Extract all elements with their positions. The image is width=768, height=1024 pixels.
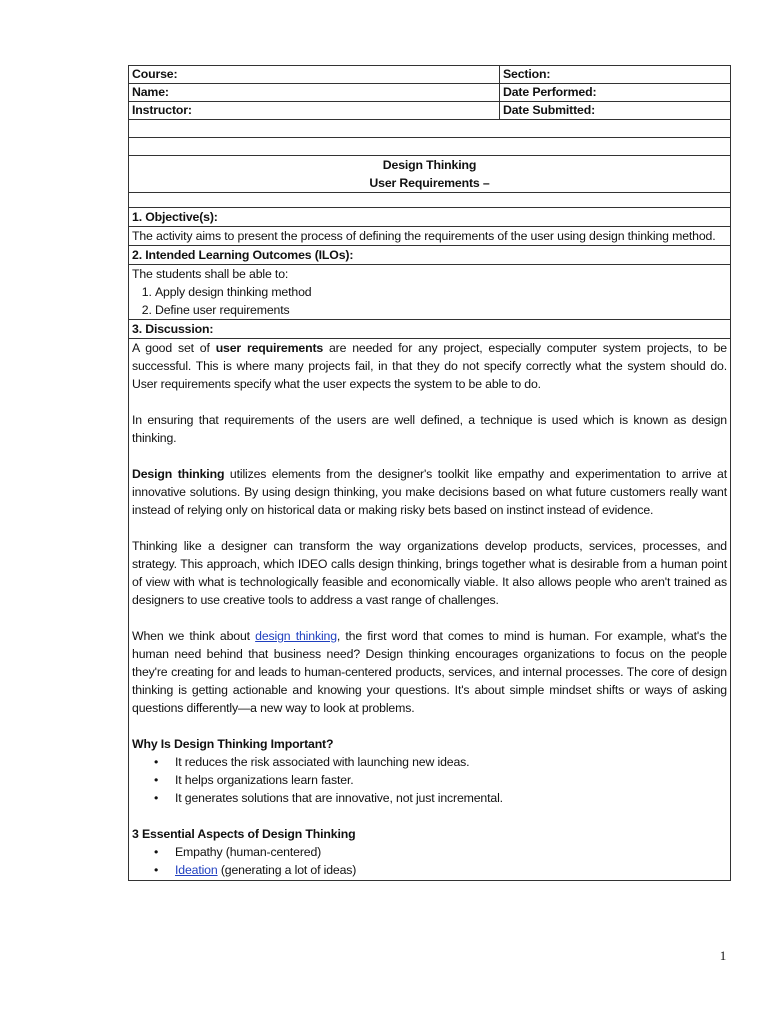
aspects-list bbox=[132, 843, 727, 879]
title-row bbox=[129, 156, 731, 193]
date-submitted-label: Date Submitted: bbox=[500, 102, 731, 120]
aspects-heading: 3 Essential Aspects of Design Thinking bbox=[132, 827, 356, 841]
design-thinking-term: Design thinking bbox=[132, 467, 225, 481]
spacer-row bbox=[129, 138, 731, 156]
title-line-2: User Requirements – bbox=[369, 176, 490, 190]
instructor-label: Instructor: bbox=[129, 102, 500, 120]
list-item: 1. Apply design thinking method bbox=[155, 283, 727, 301]
list-item: • It generates solutions that are innovative, not just incremental. bbox=[175, 789, 727, 807]
section-label: Section: bbox=[500, 66, 731, 84]
ideation-link[interactable]: Ideation bbox=[175, 863, 218, 877]
ilos-intro: The students shall be able to: bbox=[132, 267, 289, 281]
discussion-paragraph-4: Thinking like a designer can transform the way organizations develop products, services, processes, and strategy. This approach, which IDEO calls design thinking, brings together what is desirable from a human point of view with what is technologically feasible and economically viable. It also allows people who aren't trained as designers to use creative tools to address a vast range of challenges. bbox=[132, 539, 727, 607]
list-item: 2. Define user requirements bbox=[155, 301, 727, 319]
why-heading: Why Is Design Thinking Important? bbox=[132, 737, 334, 751]
objective-text: The activity aims to present the process of defining the requirements of the user using design thinking method. bbox=[132, 229, 716, 243]
discussion-paragraph-1: A good set of user requirements are needed for any project, especially computer system projects, to be successful. This is where many projects fail, in that they do not specify correctly what the system should do. User requirements specify what the user expects the system to be able to do. bbox=[132, 341, 727, 391]
list-item: • It reduces the risk associated with launching new ideas. bbox=[175, 753, 727, 771]
list-item: • Ideation (generating a lot of ideas) bbox=[175, 861, 727, 879]
discussion-body-row bbox=[129, 339, 731, 881]
course-label: Course: bbox=[129, 66, 500, 84]
discussion-heading: 3. Discussion: bbox=[129, 320, 731, 339]
list-item: • It helps organizations learn faster. bbox=[175, 771, 727, 789]
document-title bbox=[129, 156, 731, 193]
lab-report-form bbox=[128, 65, 731, 881]
page-number: 1 bbox=[719, 948, 727, 963]
date-performed-label: Date Performed: bbox=[500, 84, 731, 102]
header-row-course bbox=[129, 66, 731, 84]
discussion-paragraph-3: Design thinking utilizes elements from the designer's toolkit like empathy and experimentation to arrive at innovative solutions. By using design thinking, you make decisions based on what future customers really want instead of relying only on historical data or making risky bets based on instinct instead of evidence. bbox=[132, 467, 727, 517]
list-item: • Empathy (human-centered) bbox=[175, 843, 727, 861]
design-thinking-link[interactable]: design thinking bbox=[255, 629, 337, 643]
spacer-row bbox=[129, 193, 731, 208]
ilos-body-row bbox=[129, 265, 731, 320]
discussion-paragraph-5: When we think about design thinking, the first word that comes to mind is human. For example, what's the human need behind that business need? Design thinking encourages organizations to focus on the people they're creating for and leads to human-centered products, services, and internal processes. The core of design thinking is getting actionable and knowing your questions. It's about simple mindset shifts or ways of asking questions differently—a new way to look at problems. bbox=[132, 629, 727, 715]
discussion-heading-row bbox=[129, 320, 731, 339]
objective-body-row bbox=[129, 227, 731, 246]
why-list bbox=[132, 753, 727, 807]
title-line-1: Design Thinking bbox=[382, 158, 477, 172]
user-requirements-term: user requirements bbox=[215, 341, 324, 355]
name-label: Name: bbox=[129, 84, 500, 102]
objective-heading: 1. Objective(s): bbox=[129, 208, 731, 227]
spacer-row bbox=[129, 120, 731, 138]
header-row-instructor bbox=[129, 102, 731, 120]
ilos-heading-row bbox=[129, 246, 731, 265]
ilos-list bbox=[132, 283, 727, 319]
discussion-paragraph-2: In ensuring that requirements of the users are well defined, a technique is used which is known as design thinking. bbox=[132, 413, 727, 445]
objective-heading-row bbox=[129, 208, 731, 227]
ilos-heading: 2. Intended Learning Outcomes (ILOs): bbox=[129, 246, 731, 265]
header-row-name bbox=[129, 84, 731, 102]
